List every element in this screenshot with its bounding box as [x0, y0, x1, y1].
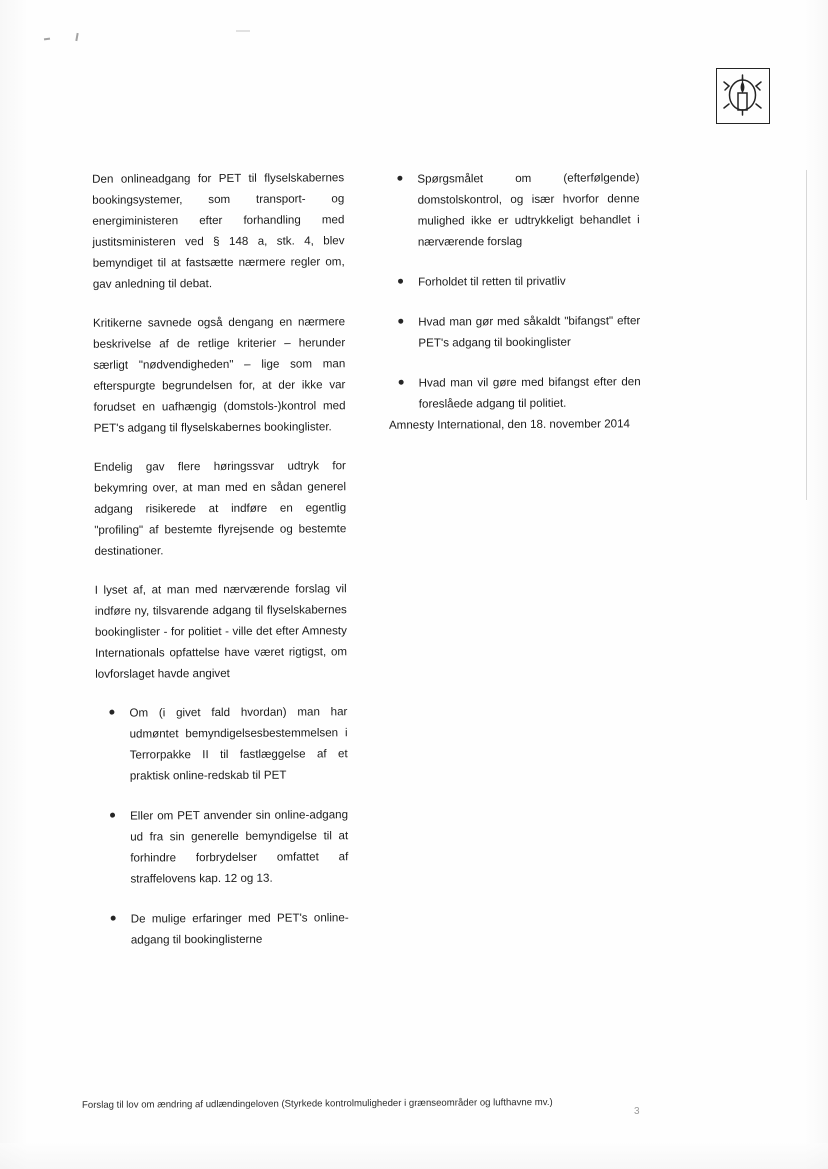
left-bullet-list	[95, 701, 349, 951]
scan-speck	[44, 38, 50, 41]
list-item	[96, 804, 349, 890]
list-item	[95, 701, 348, 787]
scan-edge-bottom	[0, 1143, 828, 1169]
footer-text: Forslag til lov om ændring af udlændingeloven (Styrkede kontrolmuligheder i grænseområder og lufthavne mv.)	[81, 1097, 553, 1111]
bullet-dot-icon	[111, 916, 116, 921]
paragraph: Den onlineadgang for PET til flyselskabernes bookingsystemer, som transport- og energiministeren efter forhandling med justitsministeren ved § 148 a, stk. 4, blev bemyndiget til at fastsætte nærmere regler om, gav anledning til debat.	[92, 171, 345, 291]
paragraph: Kritikerne savnede også dengang en nærmere beskrivelse af de retlige kriterier – herunder særligt "nødvendigheden" – lige som man efterspurgte begrundelsen for, at der ikke var forudset en uafhængig (domstols-)kontrol med PET's adgang til flyselskabernes bookinglister.	[92, 315, 346, 435]
left-text-column	[92, 167, 349, 951]
list-item-label: Om (i givet fald hvordan) man har udmøntet bemyndigelsesbestemmelsen i Terrorpakke II til fastlæggelse af et praktisk online-redskab til PET	[129, 705, 348, 783]
scan-edge-left	[0, 0, 26, 1169]
list-item-label: Hvad man gør med såkaldt "bifangst" efter PET's adgang til bookinglister	[418, 314, 641, 350]
list-item-label: Eller om PET anvender sin online-adgang ud fra sin generelle bemyndigelse til at forhindre forbrydelser omfattet af straffelovens kap. 12 og 13.	[130, 808, 349, 886]
scan-speck	[75, 33, 78, 41]
bullet-dot-icon	[398, 319, 403, 324]
list-item-label: De mulige erfaringer med PET's online-adgang til bookinglisterne	[130, 911, 349, 947]
list-item-label: Spørgsmålet om (efterfølgende) domstolskontrol, og især hvorfor denne mulighed ikke er udtrykkeligt behandlet i nærværende forslag	[417, 171, 640, 249]
bullet-dot-icon	[109, 710, 114, 715]
right-text-column	[387, 167, 641, 436]
list-item-label: Hvad man vil gøre med bifangst efter den foreslåede adgang til politiet.	[418, 375, 641, 411]
scan-speck	[236, 30, 250, 32]
list-item	[388, 310, 640, 354]
list-item	[387, 167, 640, 253]
list-item	[97, 907, 349, 951]
right-bullet-list	[387, 167, 640, 415]
bullet-dot-icon	[399, 380, 404, 385]
margin-rule	[806, 170, 807, 500]
list-item-label: Forholdet til retten til privatliv	[418, 274, 566, 289]
list-item	[389, 371, 641, 415]
page-number: 3	[634, 1106, 640, 1117]
signature-line: Amnesty International, den 18. november 2014	[388, 417, 630, 432]
paragraph: Endelig gav flere høringssvar udtryk for bekymring over, at man med en sådan generel adgang risikerede at indføre en egentlig "profiling" af bestemte flyrejsende og bestemte destinationer.	[93, 459, 347, 558]
bullet-dot-icon	[110, 813, 115, 818]
bullet-dot-icon	[397, 176, 402, 181]
list-item	[388, 270, 640, 293]
paragraph: I lyset af, at man med nærværende forslag vil indføre ny, tilsvarende adgang til flyselskabernes bookinglister - for politiet - ville det efter Amnesty Internationals opfattelse have været rigtigst, om lovforslaget havde angivet	[94, 582, 348, 681]
amnesty-logo-icon	[716, 68, 770, 124]
bullet-dot-icon	[398, 279, 403, 284]
scan-edge-right	[806, 0, 828, 1169]
